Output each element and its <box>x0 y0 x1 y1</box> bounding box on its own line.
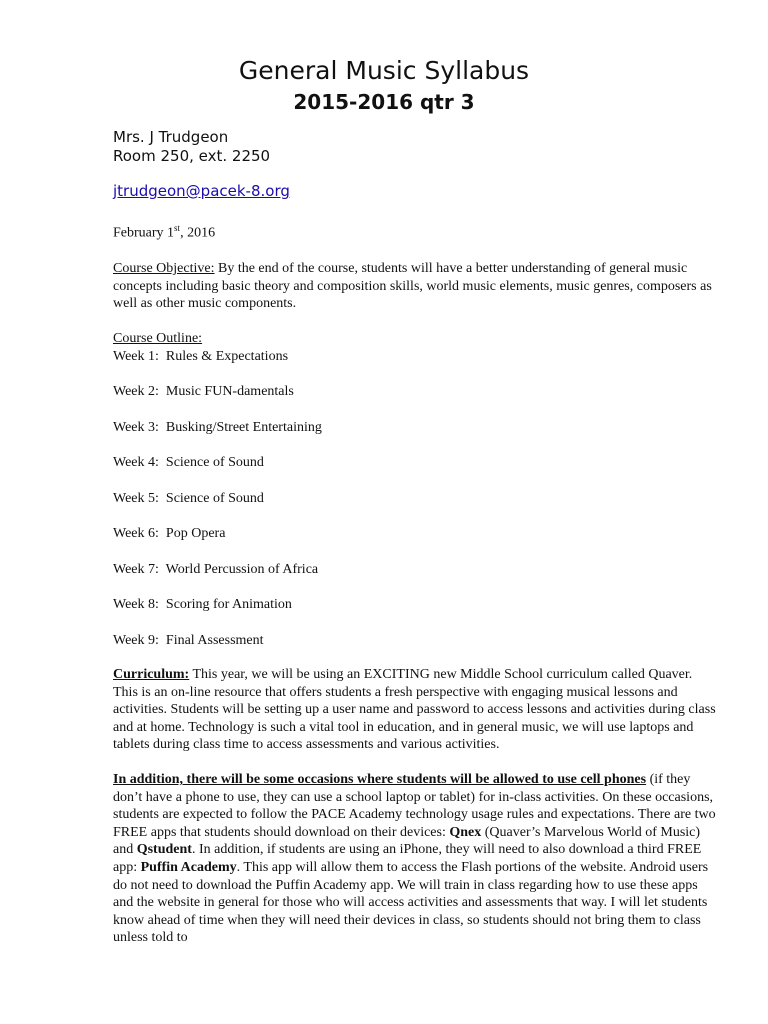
week-topic: Science of Sound <box>165 490 264 506</box>
list-item <box>113 348 716 366</box>
phones-text: . In addition, if students are using an iPhone, they will need to also download a third FREE app: <box>113 842 702 876</box>
week-label: Week 9: <box>113 632 159 648</box>
week-label: Week 8: <box>113 597 159 613</box>
list-item <box>113 525 716 543</box>
week-label: Week 5: <box>113 490 159 506</box>
room-info: Room 250, ext. 2250 <box>113 147 271 165</box>
date-month: February 1 <box>113 225 175 241</box>
week-topic: World Percussion of Africa <box>165 561 319 577</box>
week-topic: Music FUN-damentals <box>165 384 294 400</box>
date-year: , 2016 <box>180 225 216 241</box>
list-item <box>113 419 716 437</box>
page-subtitle: 2015-2016 qtr 3 <box>293 90 475 114</box>
objective-label: Course Objective: <box>113 261 215 277</box>
objective-text: By the end of the course, students will have a better understanding of general music concepts including basic theory and composition skills, world music elements, music genres, composers as well as other music components. <box>113 261 712 312</box>
email-link[interactable]: jtrudgeon@pacek-8.org <box>113 182 290 200</box>
course-objective <box>113 260 716 313</box>
list-item <box>113 632 716 650</box>
phones-text: (if they don’t have a phone to use, they can use a school laptop or tablet) for in-class activities. On these occasions, students are expected to follow the PACE Academy technology usage rules and expectations. There are two FREE apps that students should download on their devices: <box>113 772 716 840</box>
week-label: Week 3: <box>113 419 159 435</box>
teacher-name: Mrs. J Trudgeon <box>113 128 229 146</box>
app-qnex: Qnex <box>449 824 482 840</box>
list-item <box>113 454 716 472</box>
phones-text: . This app will allow them to access the Flash portions of the website. Android users do not need to download the Puffin Academy app. We will train in class regarding how to use these apps and the website in general for those who will access activities and assessments that way. I will let students know ahead of time when they will need their devices in class, so students should not bring them to class unless told to <box>113 860 709 946</box>
curriculum-section <box>113 666 716 754</box>
list-item <box>113 596 716 614</box>
week-topic: Final Assessment <box>165 632 264 648</box>
list-item <box>113 490 716 508</box>
list-item <box>113 561 716 579</box>
syllabus-body <box>113 220 716 964</box>
curriculum-text: This year, we will be using an EXCITING new Middle School curriculum called Quaver. This is an on-line resource that offers students a fresh perspective with engaging musical lessons and activities. Students will be setting up a user name and password to access lessons and activities during class and at home. Technology is such a vital tool in education, and in general music, we will use laptops and tablets during class time to access assessments and various activities. <box>113 667 716 753</box>
outline-label: Course Outline: <box>113 331 203 347</box>
week-topic: Busking/Street Entertaining <box>165 419 322 435</box>
week-label: Week 6: <box>113 526 159 542</box>
week-topic: Scoring for Animation <box>165 597 292 613</box>
document-date <box>113 220 716 242</box>
phones-label: In addition, there will be some occasions where students will be allowed to use cell phones <box>113 772 647 788</box>
date-suffix: st <box>174 223 181 233</box>
week-label: Week 7: <box>113 561 159 577</box>
curriculum-label: Curriculum: <box>113 667 190 683</box>
week-topic: Science of Sound <box>165 455 264 471</box>
week-list <box>113 348 716 649</box>
week-topic: Rules & Expectations <box>165 348 289 364</box>
page-title: General Music Syllabus <box>238 56 530 85</box>
contact-block <box>113 128 290 201</box>
week-label: Week 2: <box>113 384 159 400</box>
course-outline <box>113 330 716 649</box>
app-puffin-academy: Puffin Academy <box>140 860 237 876</box>
app-qstudent: Qstudent <box>136 842 192 858</box>
week-label: Week 1: <box>113 348 159 364</box>
list-item <box>113 383 716 401</box>
phones-text: (Quaver’s Marvelous World of Music) and <box>113 824 701 858</box>
week-label: Week 4: <box>113 455 159 471</box>
week-topic: Pop Opera <box>165 526 226 542</box>
cell-phone-section <box>113 771 716 947</box>
